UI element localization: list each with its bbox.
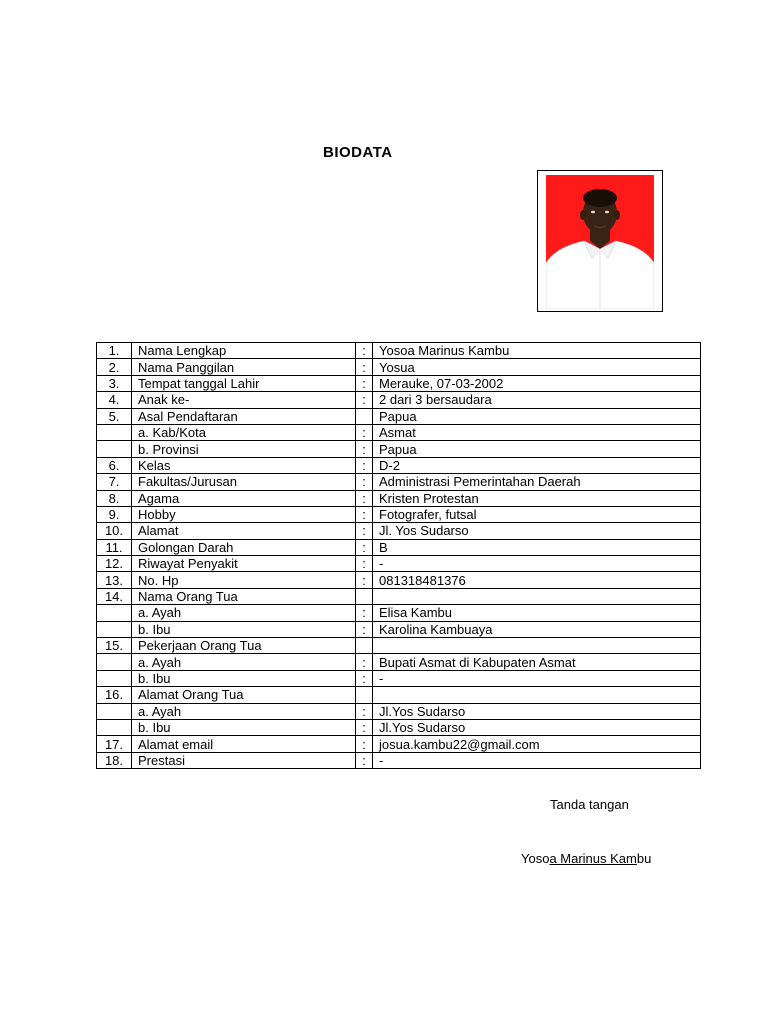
row-separator: : [356,424,373,440]
row-separator: : [356,605,373,621]
table-row [97,408,701,424]
row-label: Nama Lengkap [132,343,356,359]
row-value: josua.kambu22@gmail.com [373,736,701,752]
row-separator [356,408,373,424]
row-value: Yosoa Marinus Kambu [373,343,701,359]
profile-photo [537,170,663,312]
row-label: Fakultas/Jurusan [132,474,356,490]
table-row [97,424,701,440]
document-title: BIODATA [323,144,393,161]
row-separator: : [356,375,373,391]
row-separator [356,638,373,654]
row-separator: : [356,703,373,719]
row-label: b. Ibu [132,670,356,686]
table-row [97,752,701,768]
row-value: Merauke, 07-03-2002 [373,375,701,391]
row-separator [356,588,373,604]
row-number: 8. [97,490,132,506]
signature-name-suffix: bu [636,851,652,866]
row-number: 2. [97,359,132,375]
row-label: b. Provinsi [132,441,356,457]
row-number [97,654,132,670]
signature-name-underlined: a Marinus Kam [549,851,637,866]
table-row [97,506,701,522]
row-number: 11. [97,539,132,555]
row-label: Pekerjaan Orang Tua [132,638,356,654]
row-label: Nama Orang Tua [132,588,356,604]
biodata-table-body [97,343,701,769]
portrait-image [546,175,654,309]
table-row [97,457,701,473]
row-number: 16. [97,687,132,703]
row-number: 12. [97,556,132,572]
row-value [373,638,701,654]
table-row [97,605,701,621]
row-value: Papua [373,408,701,424]
table-row [97,588,701,604]
table-row [97,621,701,637]
table-row [97,638,701,654]
table-row [97,474,701,490]
table-row [97,703,701,719]
table-row [97,490,701,506]
row-value: - [373,556,701,572]
row-label: Hobby [132,506,356,522]
table-row [97,670,701,686]
row-value: Jl.Yos Sudarso [373,719,701,735]
row-value: Jl.Yos Sudarso [373,703,701,719]
row-number: 18. [97,752,132,768]
row-value: Kristen Protestan [373,490,701,506]
row-value [373,687,701,703]
row-value: Karolina Kambuaya [373,621,701,637]
row-number: 15. [97,638,132,654]
row-value: Asmat [373,424,701,440]
row-label: Alamat email [132,736,356,752]
signature-name-prefix: Yoso [521,851,550,866]
table-row [97,687,701,703]
table-row [97,392,701,408]
row-number [97,441,132,457]
row-number: 14. [97,588,132,604]
row-number: 1. [97,343,132,359]
row-number: 13. [97,572,132,588]
row-label: a. Ayah [132,654,356,670]
row-label: Tempat tanggal Lahir [132,375,356,391]
row-label: Golongan Darah [132,539,356,555]
row-value: B [373,539,701,555]
row-number [97,621,132,637]
row-label: Kelas [132,457,356,473]
row-separator: : [356,654,373,670]
row-value: 2 dari 3 bersaudara [373,392,701,408]
table-row [97,523,701,539]
row-separator: : [356,752,373,768]
row-value [373,588,701,604]
row-separator: : [356,621,373,637]
row-separator [356,687,373,703]
row-label: b. Ibu [132,719,356,735]
row-label: Anak ke- [132,392,356,408]
table-row [97,719,701,735]
row-value: Papua [373,441,701,457]
row-separator: : [356,392,373,408]
row-number [97,670,132,686]
row-label: a. Ayah [132,703,356,719]
biodata-table [96,342,701,769]
table-row [97,654,701,670]
row-value: Jl. Yos Sudarso [373,523,701,539]
row-value: D-2 [373,457,701,473]
row-value: Administrasi Pemerintahan Daerah [373,474,701,490]
row-number [97,719,132,735]
row-value: Bupati Asmat di Kabupaten Asmat [373,654,701,670]
table-row [97,572,701,588]
row-number: 3. [97,375,132,391]
row-label: Alamat Orang Tua [132,687,356,703]
table-row [97,343,701,359]
row-label: Alamat [132,523,356,539]
row-separator: : [356,670,373,686]
table-row [97,556,701,572]
row-number: 17. [97,736,132,752]
row-label: b. Ibu [132,621,356,637]
row-separator: : [356,474,373,490]
row-separator: : [356,523,373,539]
signature-name [521,851,651,866]
row-separator: : [356,441,373,457]
row-number: 6. [97,457,132,473]
table-row [97,359,701,375]
row-number: 4. [97,392,132,408]
row-label: a. Ayah [132,605,356,621]
row-label: Prestasi [132,752,356,768]
row-value: - [373,752,701,768]
row-value: 081318481376 [373,572,701,588]
row-separator: : [356,539,373,555]
row-label: Asal Pendaftaran [132,408,356,424]
signature-label: Tanda tangan [550,797,629,812]
row-separator: : [356,359,373,375]
row-value: Elisa Kambu [373,605,701,621]
row-number: 9. [97,506,132,522]
row-label: Agama [132,490,356,506]
row-value: - [373,670,701,686]
row-separator: : [356,556,373,572]
table-row [97,375,701,391]
row-label: No. Hp [132,572,356,588]
row-separator: : [356,719,373,735]
row-number: 10. [97,523,132,539]
row-separator: : [356,736,373,752]
table-row [97,539,701,555]
row-separator: : [356,572,373,588]
row-number [97,605,132,621]
row-separator: : [356,506,373,522]
row-number [97,424,132,440]
row-separator: : [356,490,373,506]
row-label: Nama Panggilan [132,359,356,375]
row-label: a. Kab/Kota [132,424,356,440]
row-number [97,703,132,719]
row-separator: : [356,343,373,359]
row-value: Yosua [373,359,701,375]
row-number: 5. [97,408,132,424]
row-label: Riwayat Penyakit [132,556,356,572]
table-row [97,736,701,752]
row-value: Fotografer, futsal [373,506,701,522]
table-row [97,441,701,457]
row-number: 7. [97,474,132,490]
row-separator: : [356,457,373,473]
